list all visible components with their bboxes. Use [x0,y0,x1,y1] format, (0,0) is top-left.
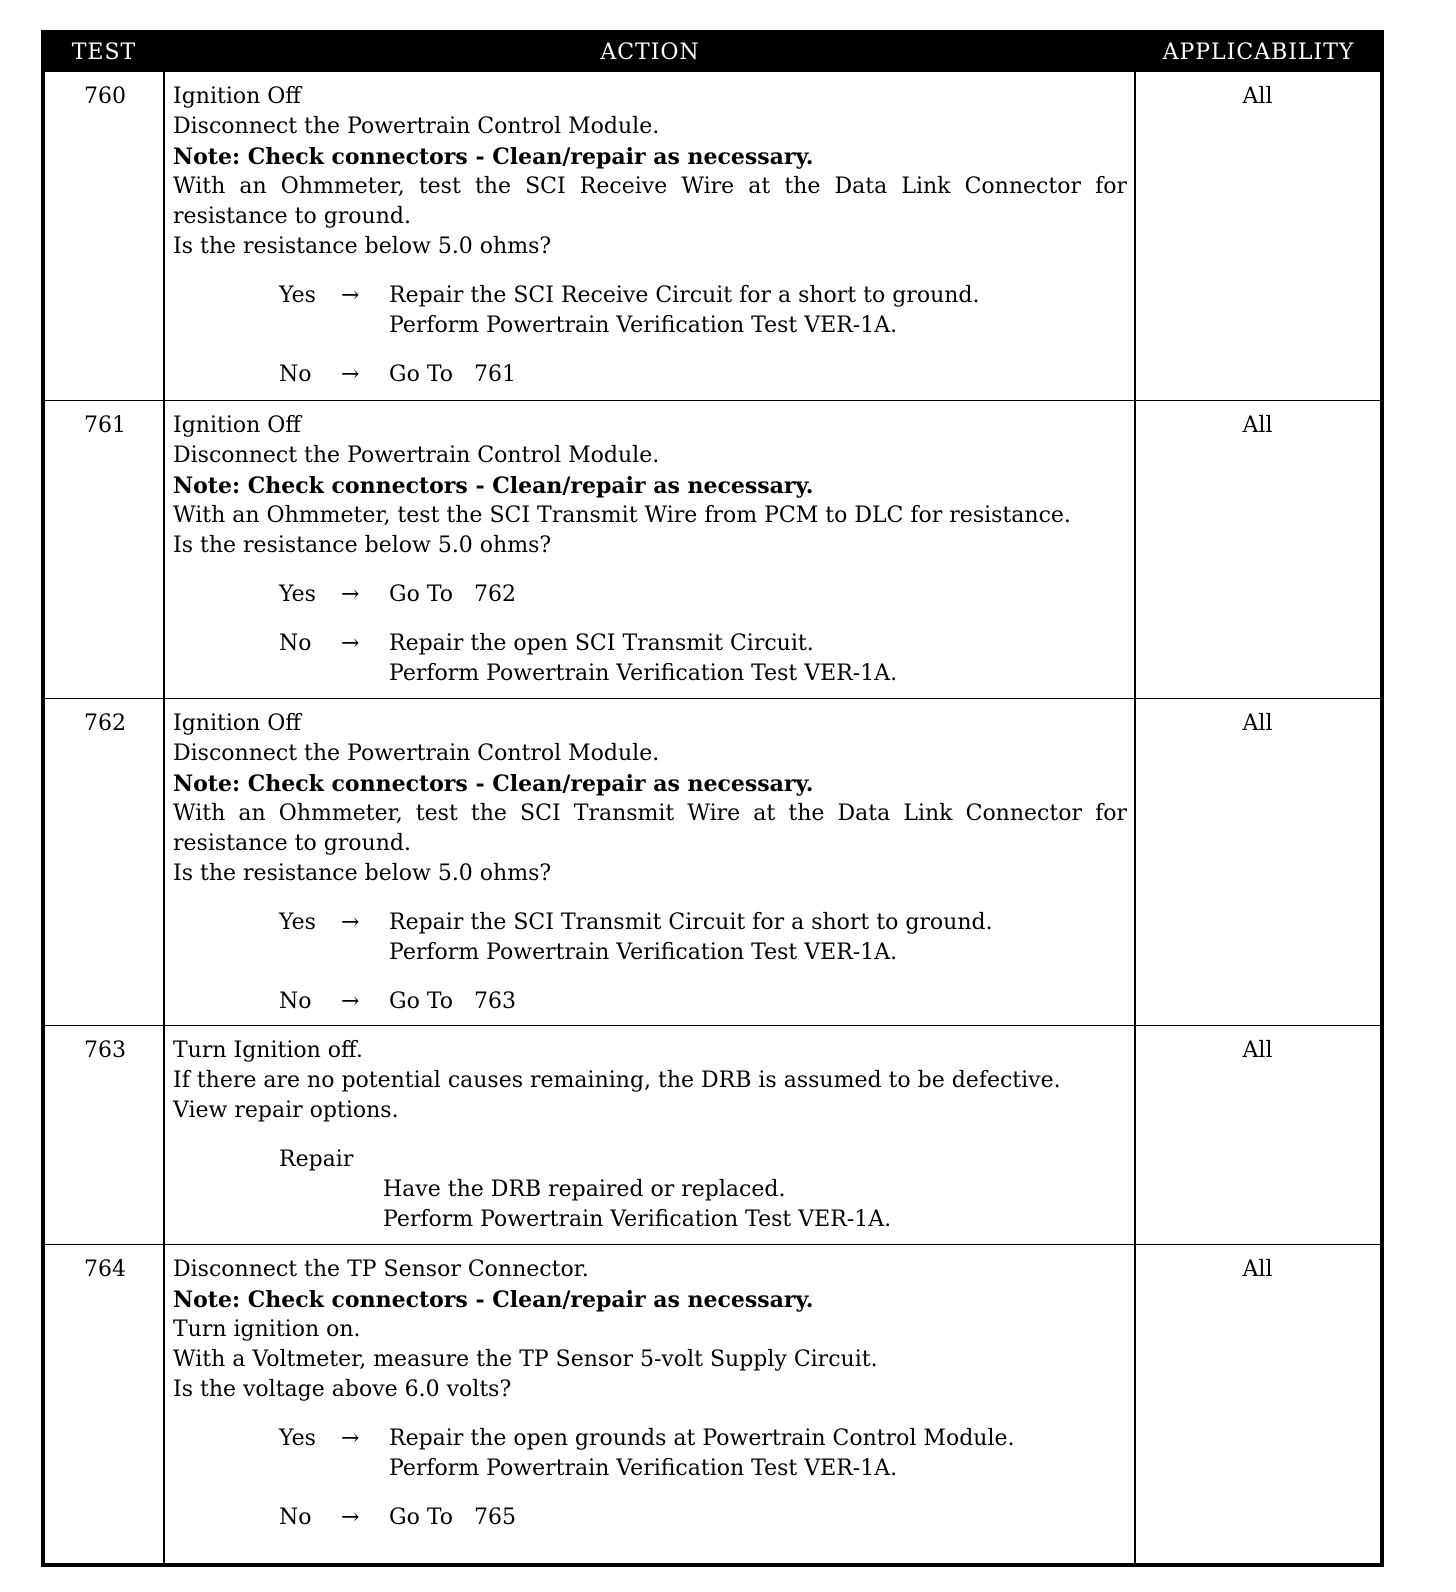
diagnostic-table [41,30,1384,1567]
action-cell [173,709,1127,1017]
step-line: With an Ohmmeter, test the SCI Receive Wire at the Data Link Connector for resistance to ground. [173,174,1127,229]
step-line: With an Ohmmeter, test the SCI Transmit Wire from PCM to DLC for resistance. [173,503,1071,528]
question-line: Is the resistance below 5.0 ohms? [173,861,552,886]
answer-label: Yes [279,582,316,607]
action-cell [173,82,1127,390]
note-line: Note: Check connectors - Clean/repair as necessary. [173,771,814,797]
answer-text: Perform Powertrain Verification Test VER-1A. [389,661,898,686]
note-line: Note: Check connectors - Clean/repair as necessary. [173,1287,814,1313]
answer-no [173,987,1127,1017]
step-line: Turn Ignition off. [173,1038,363,1063]
answer-text: Repair the SCI Transmit Circuit for a short to ground. [389,910,993,935]
test-number: 764 [84,1257,126,1282]
arrow-icon: → [341,910,360,935]
arrow-icon: → [341,1505,360,1530]
header-applicability: APPLICABILITY [1162,40,1355,65]
test-number: 761 [84,413,126,438]
repair-line: Have the DRB repaired or replaced. [383,1177,786,1202]
answer-text: Perform Powertrain Verification Test VER-1A. [389,1456,898,1481]
action-cell [173,1255,1127,1533]
note-line: Note: Check connectors - Clean/repair as necessary. [173,144,814,170]
arrow-icon: → [341,989,360,1014]
header-action: ACTION [600,40,700,65]
arrow-icon: → [341,1426,360,1451]
table-row [45,72,1380,401]
step-line: Disconnect the Powertrain Control Module. [173,741,660,766]
table-row [45,699,1380,1026]
step-line: If there are no potential causes remaining, the DRB is assumed to be defective. [173,1068,1061,1093]
answer-text: Repair the open SCI Transmit Circuit. [389,631,814,656]
answer-text: Go To 763 [389,989,516,1014]
test-number: 760 [84,84,126,109]
answer-label: Yes [279,283,316,308]
table-header [45,34,1380,72]
arrow-icon: → [341,283,360,308]
answer-text: Go To 765 [389,1505,516,1530]
step-line: Disconnect the Powertrain Control Module. [173,114,660,139]
question-line: Is the resistance below 5.0 ohms? [173,234,552,259]
answer-yes [173,281,1127,341]
arrow-icon: → [341,362,360,387]
answer-text: Repair the open grounds at Powertrain Control Module. [389,1426,1015,1451]
applicability: All [1242,413,1273,438]
repair-line: Perform Powertrain Verification Test VER-1A. [383,1207,892,1232]
answer-no [173,629,1127,689]
answer-text: Perform Powertrain Verification Test VER-1A. [389,940,898,965]
step-line: Disconnect the Powertrain Control Module. [173,443,660,468]
table-row [45,1026,1380,1245]
question-line: Is the resistance below 5.0 ohms? [173,533,552,558]
answer-yes [173,908,1127,968]
note-line: Note: Check connectors - Clean/repair as necessary. [173,473,814,499]
test-number: 762 [84,711,126,736]
answer-text: Repair the SCI Receive Circuit for a short to ground. [389,283,980,308]
answer-yes [173,1424,1127,1484]
applicability: All [1242,1257,1273,1282]
repair-label: Repair [279,1147,354,1172]
arrow-icon: → [341,631,360,656]
table-row [45,401,1380,699]
answer-yes [173,580,1127,610]
answer-label: Yes [279,1426,316,1451]
step-line: With an Ohmmeter, test the SCI Transmit Wire at the Data Link Connector for resistance to ground. [173,801,1127,856]
step-line: Ignition Off [173,84,301,109]
answer-label: No [279,1505,312,1530]
applicability: All [1242,1038,1273,1063]
answer-label: No [279,631,312,656]
arrow-icon: → [341,582,360,607]
answer-label: No [279,362,312,387]
test-number: 763 [84,1038,126,1063]
step-line: Ignition Off [173,413,301,438]
step-line: Disconnect the TP Sensor Connector. [173,1257,589,1282]
answer-label: No [279,989,312,1014]
applicability: All [1242,84,1273,109]
step-line: View repair options. [173,1098,399,1123]
question-line: Is the voltage above 6.0 volts? [173,1377,512,1402]
answer-no [173,360,1127,390]
answer-text: Go To 761 [389,362,516,387]
header-test: TEST [71,40,137,65]
answer-text: Go To 762 [389,582,516,607]
answer-label: Yes [279,910,316,935]
step-line: With a Voltmeter, measure the TP Sensor 5-volt Supply Circuit. [173,1347,878,1372]
step-line: Ignition Off [173,711,301,736]
step-line: Turn ignition on. [173,1317,361,1342]
applicability: All [1242,711,1273,736]
answer-no [173,1503,1127,1533]
table-row [45,1245,1380,1563]
answer-text: Perform Powertrain Verification Test VER-1A. [389,313,898,338]
action-cell [173,1036,1127,1235]
action-cell [173,411,1127,689]
